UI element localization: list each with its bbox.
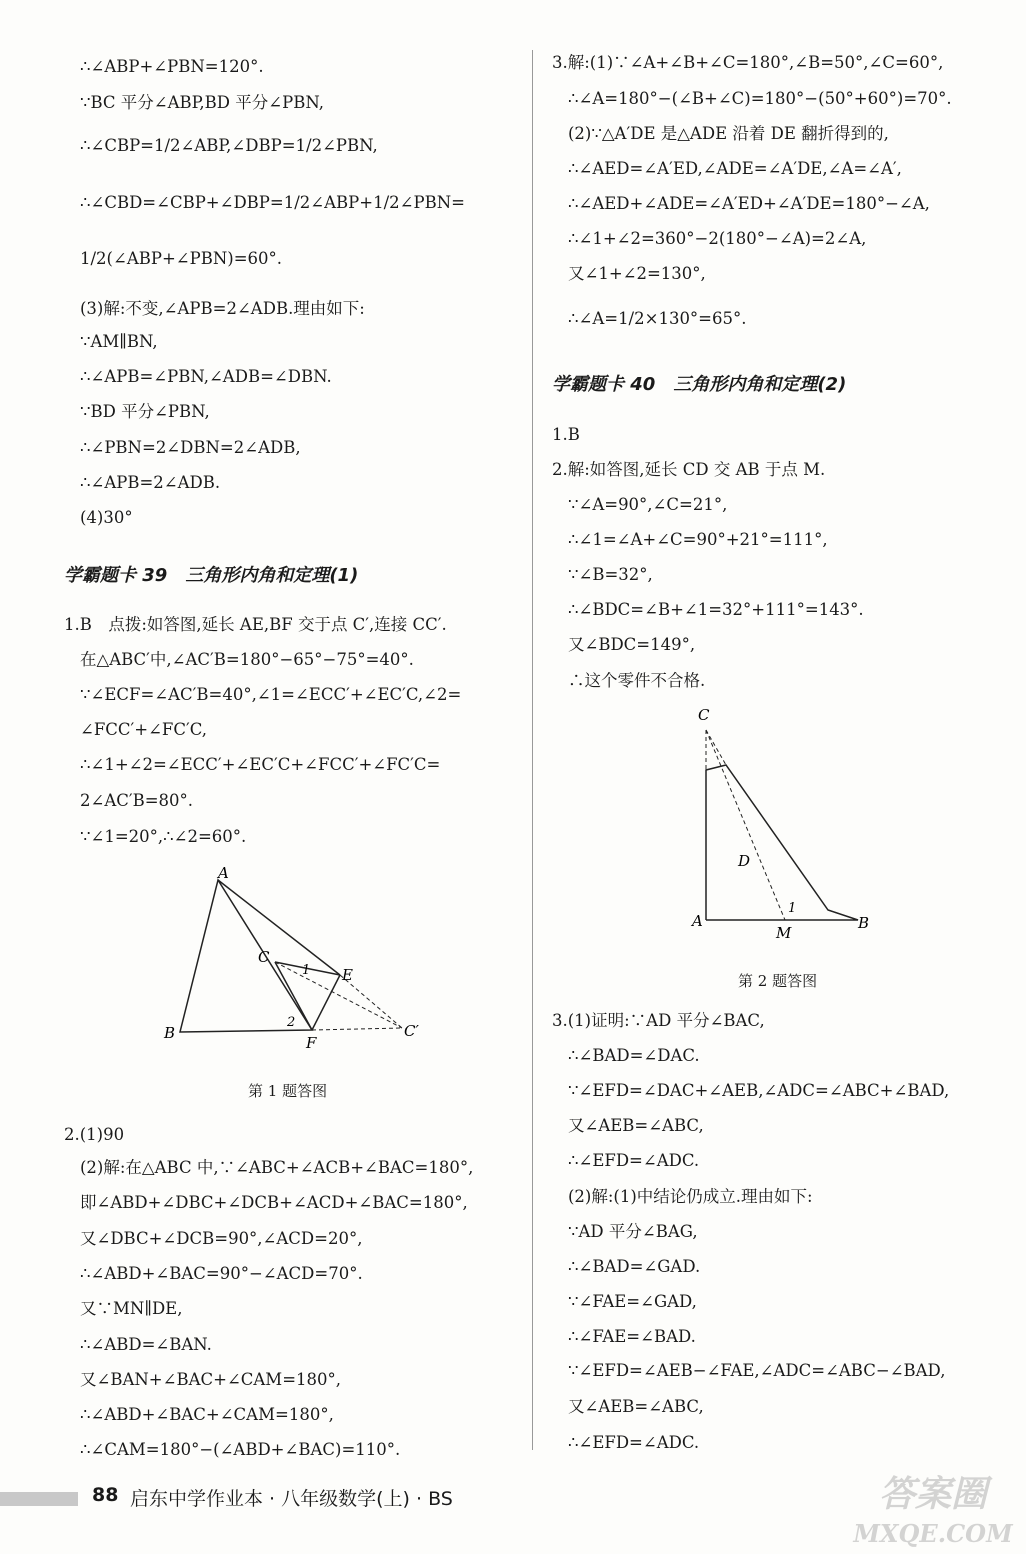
text-line: ∴∠CAM=180°−(∠ABD+∠BAC)=110°. (80, 1440, 401, 1459)
figure1-label: F (306, 1034, 317, 1050)
text-line: ∴∠FAE=∠BAD. (568, 1327, 696, 1346)
text-line: ∵BC 平分∠ABP,BD 平分∠PBN, (80, 93, 324, 112)
text-line: ∵AM∥BN, (80, 332, 158, 351)
text-line: 3.(1)证明:∵AD 平分∠BAC, (552, 1011, 765, 1030)
text-line: ∴∠1=∠A+∠C=90°+21°=111°, (568, 530, 828, 549)
text-line: 在△ABC′中,∠AC′B=180°−65°−75°=40°. (80, 650, 414, 669)
text-line: 又∠AEB=∠ABC, (568, 1397, 704, 1416)
text-line: ∵∠EFD=∠DAC+∠AEB,∠ADC=∠ABC+∠BAD, (568, 1081, 950, 1100)
text-line: ∵∠B=32°, (568, 565, 653, 584)
text-line: ∴∠ABD+∠BAC=90°−∠ACD=70°. (80, 1264, 363, 1283)
text-line: ∴∠1+∠2=360°−2(180°−∠A)=2∠A, (568, 229, 867, 248)
text-line: 又∠BDC=149°, (568, 635, 696, 654)
figure1-label: C′ (404, 1022, 419, 1040)
text-line: ∴∠BAD=∠GAD. (568, 1257, 701, 1276)
text-line: 即∠ABD+∠DBC+∠DCB+∠ACD+∠BAC=180°, (80, 1193, 468, 1212)
text-line: ∴∠BDC=∠B+∠1=32°+111°=143°. (568, 600, 864, 619)
text-line: 1.B (552, 425, 580, 444)
text-line: 又∠DBC+∠DCB=90°,∠ACD=20°, (80, 1229, 363, 1248)
text-line: 1.B 点拨:如答图,延长 AE,BF 交于点 C′,连接 CC′. (64, 615, 447, 634)
text-line: ∵∠1=20°,∴∠2=60°. (80, 827, 247, 846)
text-line: ∴∠APB=2∠ADB. (80, 473, 221, 492)
figure1-label: B (164, 1024, 176, 1042)
text-line: 2.解:如答图,延长 CD 交 AB 于点 M. (552, 460, 826, 479)
text-line: 又∠AEB=∠ABC, (568, 1116, 704, 1135)
text-line: (4)30° (80, 508, 133, 527)
book-title: 启东中学作业本 · 八年级数学(上) · BS (130, 1488, 453, 1510)
text-line: ∵∠EFD=∠AEB−∠FAE,∠ADC=∠ABC−∠BAD, (568, 1361, 946, 1380)
text-line: ∴∠EFD=∠ADC. (568, 1151, 700, 1170)
section-heading-40: 学霸题卡 40 三角形内角和定理(2) (552, 374, 847, 395)
text-line: 2∠AC′B=80°. (80, 791, 194, 810)
figure1-label: C (258, 948, 270, 966)
text-line: ∵∠ECF=∠AC′B=40°,∠1=∠ECC′+∠EC′C,∠2= (80, 685, 462, 704)
text-line: ∴∠ABP+∠PBN=120°. (80, 57, 264, 76)
figure1-label: E (342, 966, 353, 984)
figure2-label: A (692, 912, 703, 930)
text-line: (2)解:在△ABC 中,∵∠ABC+∠ACB+∠BAC=180°, (80, 1158, 474, 1177)
watermark-top: 答案圈 (878, 1473, 988, 1515)
watermark-bottom: MXQE.COM (853, 1519, 1013, 1548)
text-line: ∴∠ABD=∠BAN. (80, 1335, 212, 1354)
text-line: ∴∠1+∠2=∠ECC′+∠EC′C+∠FCC′+∠FC′C= (80, 755, 441, 774)
text-line: 又∠1+∠2=130°, (568, 264, 706, 283)
text-line: ∴∠CBP=1/2∠ABP,∠DBP=1/2∠PBN, (80, 136, 378, 155)
text-line: ∵∠FAE=∠GAD, (568, 1292, 697, 1311)
section-heading-39: 学霸题卡 39 三角形内角和定理(1) (64, 565, 359, 586)
text-line: ∴∠PBN=2∠DBN=2∠ADB, (80, 438, 301, 457)
figure-2-caption: 第 2 题答图 (738, 972, 818, 990)
column-divider (532, 50, 533, 1450)
text-line: ∴∠A=180°−(∠B+∠C)=180°−(50°+60°)=70°. (568, 89, 952, 108)
figure2-angle-label: 1 (788, 901, 797, 916)
text-line: ∵AD 平分∠BAG, (568, 1222, 698, 1241)
footer-bar (0, 1492, 78, 1506)
text-line: ∴这个零件不合格. (568, 671, 706, 690)
watermark-logo (848, 1462, 1018, 1550)
figure2-label: B (858, 914, 870, 932)
text-line: ∴∠AED=∠A′ED,∠ADE=∠A′DE,∠A=∠A′, (568, 159, 902, 178)
text-line: ∴∠ABD+∠BAC+∠CAM=180°, (80, 1405, 334, 1424)
text-line: 2.(1)90 (64, 1125, 125, 1144)
text-line: ∴∠AED+∠ADE=∠A′ED+∠A′DE=180°−∠A, (568, 194, 930, 213)
figure1-angle-label: 1 (302, 963, 311, 978)
text-line: 1/2(∠ABP+∠PBN)=60°. (80, 249, 283, 268)
text-line: (3)解:不变,∠APB=2∠ADB.理由如下: (80, 299, 365, 318)
text-line: 又∠BAN+∠BAC+∠CAM=180°, (80, 1370, 342, 1389)
text-line: ∴∠EFD=∠ADC. (568, 1433, 700, 1452)
figure2-label: M (776, 924, 792, 942)
page-number: 88 (92, 1484, 119, 1506)
figure-2-diagram (680, 700, 880, 945)
figure-1-caption: 第 1 题答图 (248, 1082, 328, 1100)
figure2-label: D (738, 852, 751, 870)
text-line: 3.解:(1)∵∠A+∠B+∠C=180°,∠B=50°,∠C=60°, (552, 53, 944, 72)
figure1-angle-label: 2 (287, 1015, 296, 1030)
text-line: ∵BD 平分∠PBN, (80, 402, 210, 421)
text-line: (2)∵△A′DE 是△ADE 沿着 DE 翻折得到的, (568, 124, 889, 143)
text-line: ∵∠A=90°,∠C=21°, (568, 495, 728, 514)
figure-1-diagram (150, 860, 450, 1050)
figure2-label: C (698, 706, 710, 724)
text-line: ∠FCC′+∠FC′C, (80, 720, 208, 739)
text-line: ∴∠APB=∠PBN,∠ADB=∠DBN. (80, 367, 332, 386)
text-line: ∴∠A=1/2×130°=65°. (568, 309, 747, 328)
text-line: 又∵MN∥DE, (80, 1299, 183, 1318)
text-line: ∴∠BAD=∠DAC. (568, 1046, 700, 1065)
figure1-label: A (218, 864, 229, 882)
text-line: (2)解:(1)中结论仍成立.理由如下: (568, 1187, 813, 1206)
text-line: ∴∠CBD=∠CBP+∠DBP=1/2∠ABP+1/2∠PBN= (80, 193, 465, 212)
